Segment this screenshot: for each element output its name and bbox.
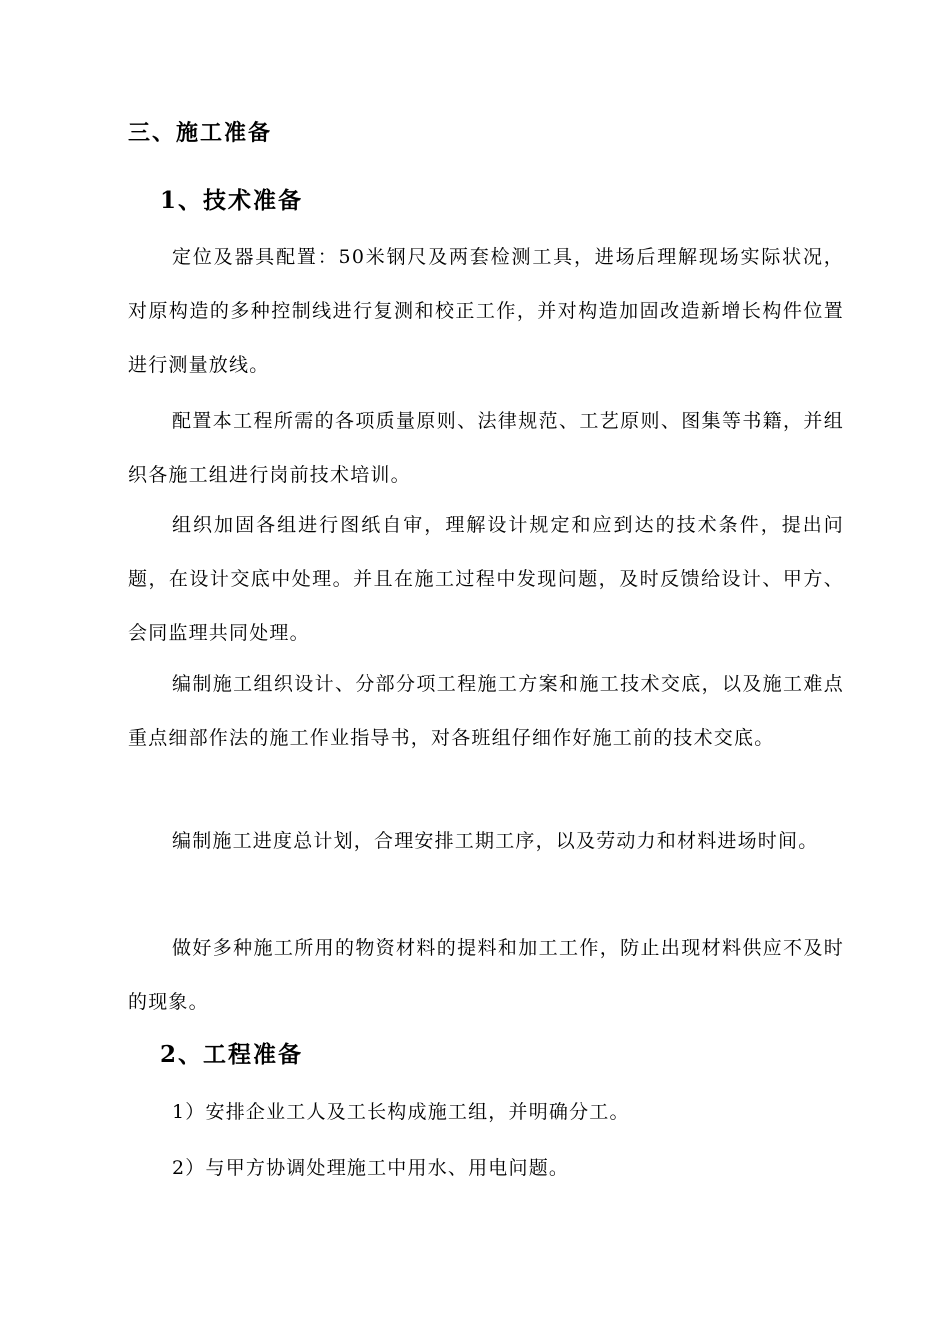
subsection-title-technical: 1、技术准备 (160, 187, 304, 214)
subsection-title-engineering: 2、工程准备 (160, 1041, 304, 1068)
paragraph-materials: 做好多种施工所用的物资材料的提料和加工工作，防止出现材料供应不及时的现象。 (128, 937, 844, 1013)
paragraph-construction-plan: 编制施工组织设计、分部分项工程施工方案和施工技术交底，以及施工难点重点细部作法的施工作业指导书，对各班组仔细作好施工前的技术交底。 (128, 673, 844, 749)
list-item: 1）安排企业工人及工长构成施工组，并明确分工。 (172, 1101, 630, 1123)
paragraph-drawing-review: 组织加固各组进行图纸自审，理解设计规定和应到达的技术条件，提出问题，在设计交底中处理。并且在施工过程中发现问题，及时反馈给设计、甲方、会同监理共同处理。 (128, 514, 844, 644)
paragraph-positioning-equipment: 定位及器具配置：50米钢尺及两套检测工具，进场后理解现场实际状况，对原构造的多种控制线进行复测和校正工作，并对构造加固改造新增长构件位置进行测量放线。 (128, 246, 844, 376)
section-title: 三、施工准备 (128, 121, 273, 146)
paragraph-standards-training: 配置本工程所需的各项质量原则、法律规范、工艺原则、图集等书籍，并组织各施工组进行岗前技术培训。 (128, 410, 844, 486)
paragraph-schedule: 编制施工进度总计划，合理安排工期工序，以及劳动力和材料进场时间。 (172, 830, 819, 852)
list-item: 2）与甲方协调处理施工中用水、用电问题。 (172, 1157, 570, 1179)
